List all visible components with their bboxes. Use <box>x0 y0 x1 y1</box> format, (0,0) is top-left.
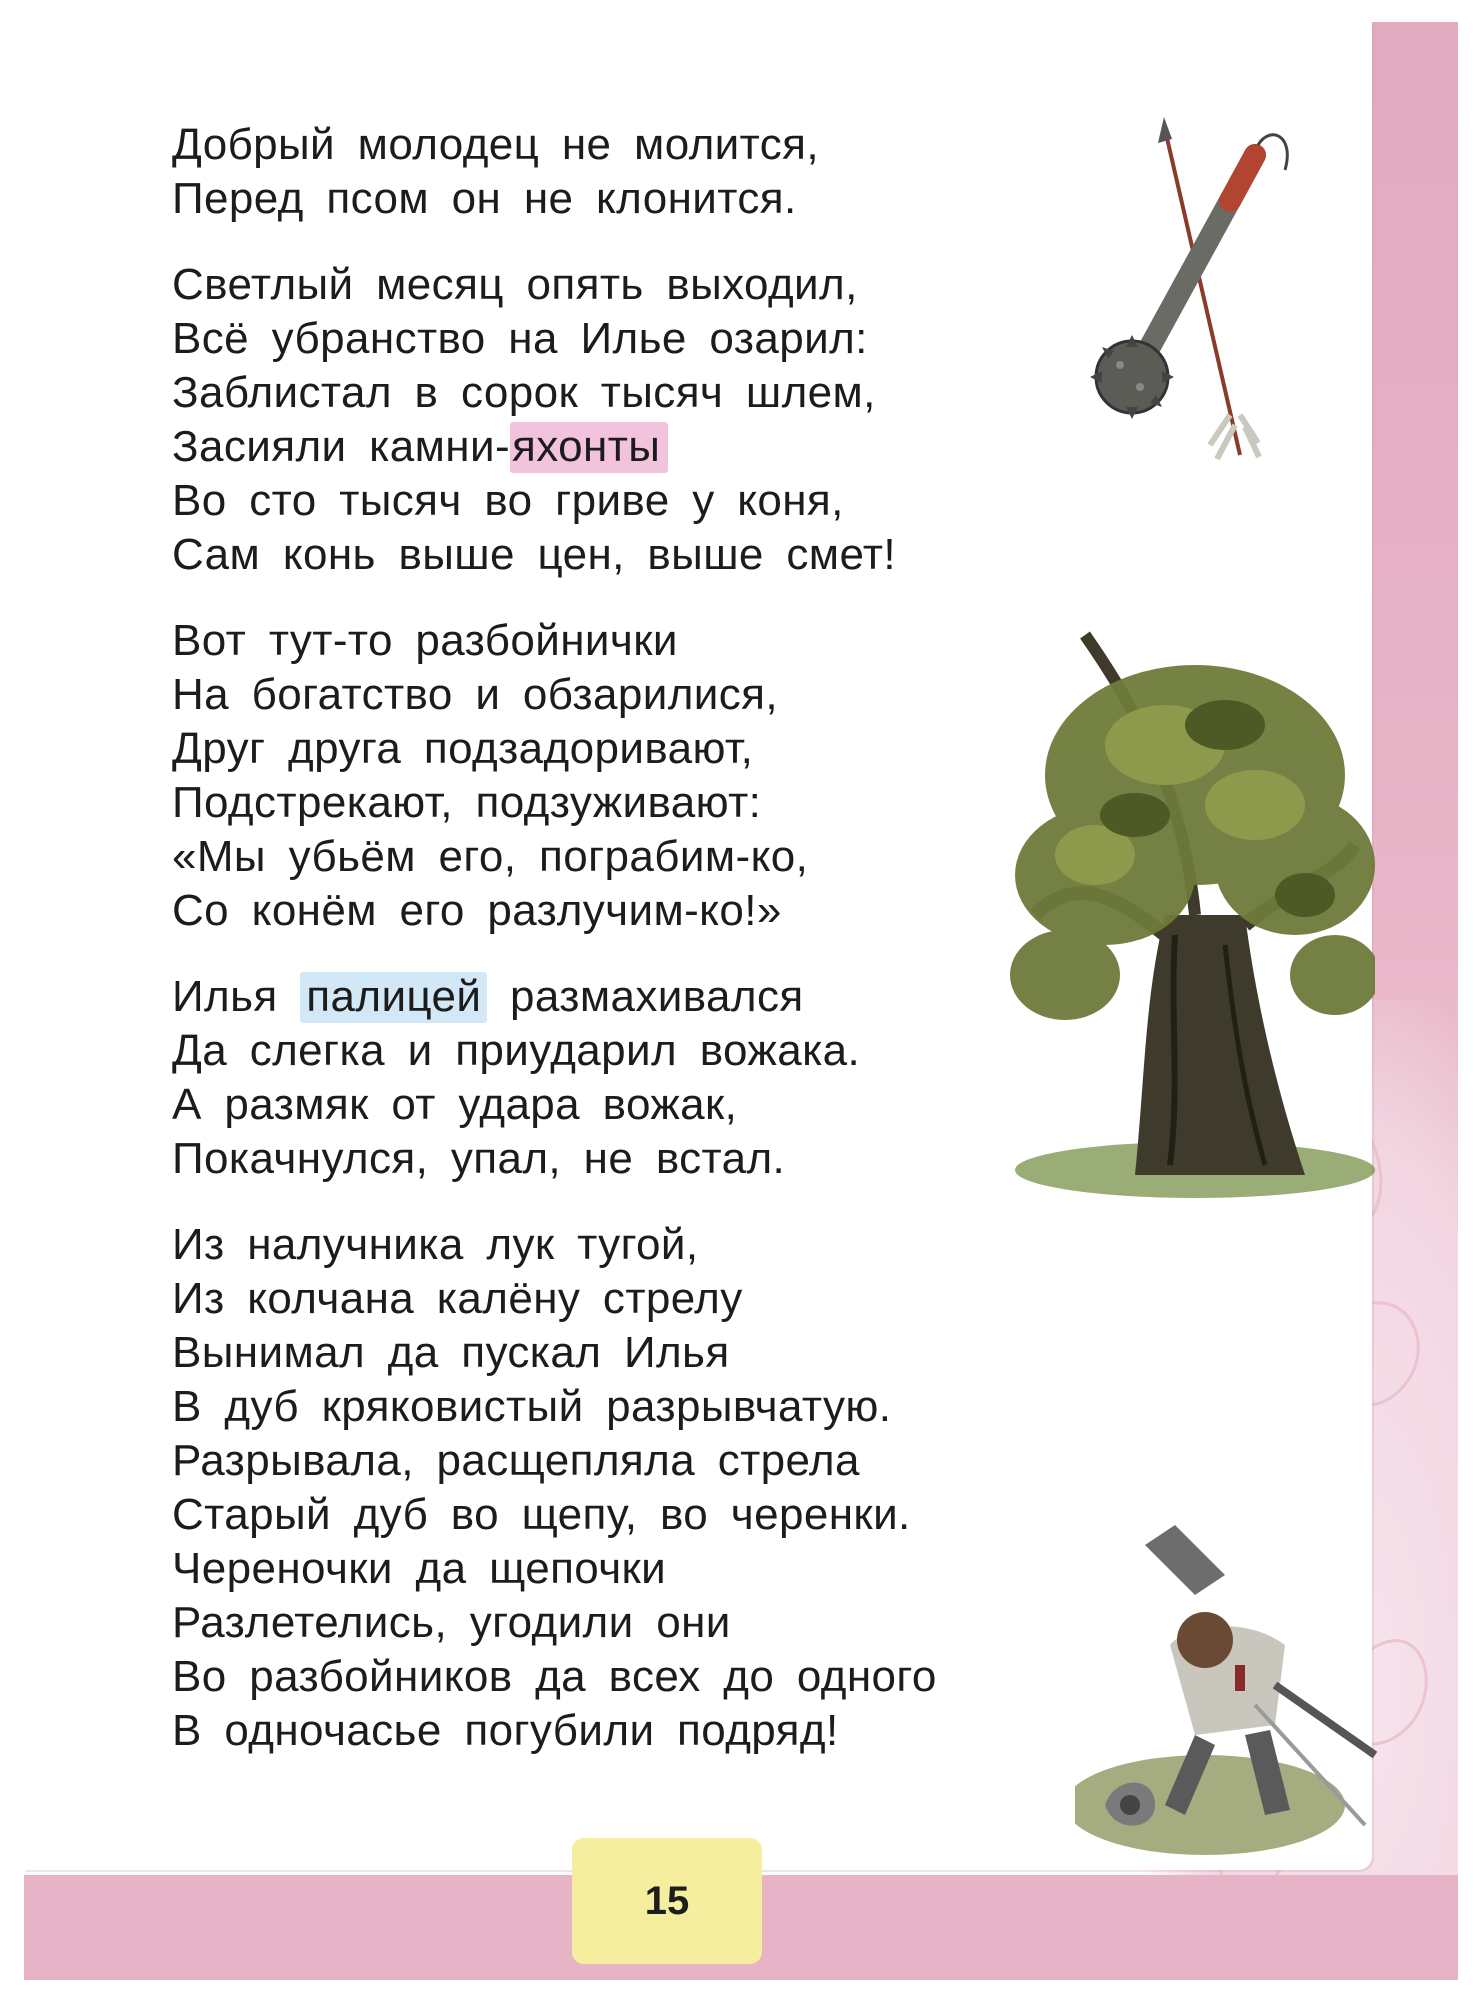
poem-line: «Мы убьём его, пограбим-ко, <box>172 832 809 881</box>
stanza-3 <box>172 614 937 938</box>
poem-line: Из налучника лук тугой, <box>172 1220 699 1269</box>
poem-line: В дуб кряковистый разрывчатую. <box>172 1382 892 1431</box>
poem-line: Друг друга подзадоривают, <box>172 724 754 773</box>
poem-line: Всё убранство на Илье озарил: <box>172 314 868 363</box>
poem-line: Со конём его разлучим-ко!» <box>172 886 782 935</box>
poem-line: Подстрекают, подзуживают: <box>172 778 762 827</box>
poem-line: Перед псом он не клонится. <box>172 174 797 223</box>
poem-line: Покачнулся, упал, не встал. <box>172 1134 786 1183</box>
poem-line: В одночасье погубили подряд! <box>172 1706 839 1755</box>
poem-text <box>172 118 937 1790</box>
poem-line: Во разбойников да всех до одного <box>172 1652 937 1701</box>
poem-line-with-highlight <box>172 970 937 1024</box>
poem-line: Старый дуб во щепу, во черенки. <box>172 1490 911 1539</box>
poem-line: Заблистал в сорок тысяч шлем, <box>172 368 876 417</box>
poem-line: Из колчана калёну стрелу <box>172 1274 743 1323</box>
poem-line: Череночки да щепочки <box>172 1544 667 1593</box>
page-number: 15 <box>644 1878 690 1923</box>
poem-line: А размяк от удара вожак, <box>172 1080 738 1129</box>
poem-line: Сам конь выше цен, выше смет! <box>172 530 897 579</box>
poem-line-part: Илья <box>172 972 301 1021</box>
stanza-2 <box>172 258 937 582</box>
highlighted-word-yakhonty: яхонты <box>510 422 668 473</box>
poem-line: На богатство и обзарилися, <box>172 670 779 719</box>
poem-line: Разлетелись, угодили они <box>172 1598 731 1647</box>
poem-line: Разрывала, расщепляла стрела <box>172 1436 860 1485</box>
highlighted-word-palitsey: палицей <box>300 972 487 1023</box>
stanza-4 <box>172 970 937 1186</box>
stanza-1 <box>172 118 937 226</box>
poem-line: Светлый месяц опять выходил, <box>172 260 858 309</box>
poem-line: Во сто тысяч во гриве у коня, <box>172 476 844 525</box>
poem-line-with-highlight <box>172 420 937 474</box>
fallen-warrior-icon <box>1075 1505 1415 1875</box>
page-number-tab <box>572 1838 762 1964</box>
mace-and-arrow-icon <box>1080 115 1300 475</box>
old-oak-tree-icon <box>995 615 1375 1205</box>
stanza-5 <box>172 1218 937 1758</box>
poem-line: Вынимал да пускал Илья <box>172 1328 730 1377</box>
poem-line: Добрый молодец не молится, <box>172 120 819 169</box>
poem-line: Да слегка и приударил вожака. <box>172 1026 861 1075</box>
poem-line-part: размахивался <box>487 972 804 1021</box>
poem-line: Вот тут-то разбойнички <box>172 616 678 665</box>
poem-line-part: Засияли камни- <box>172 422 510 471</box>
